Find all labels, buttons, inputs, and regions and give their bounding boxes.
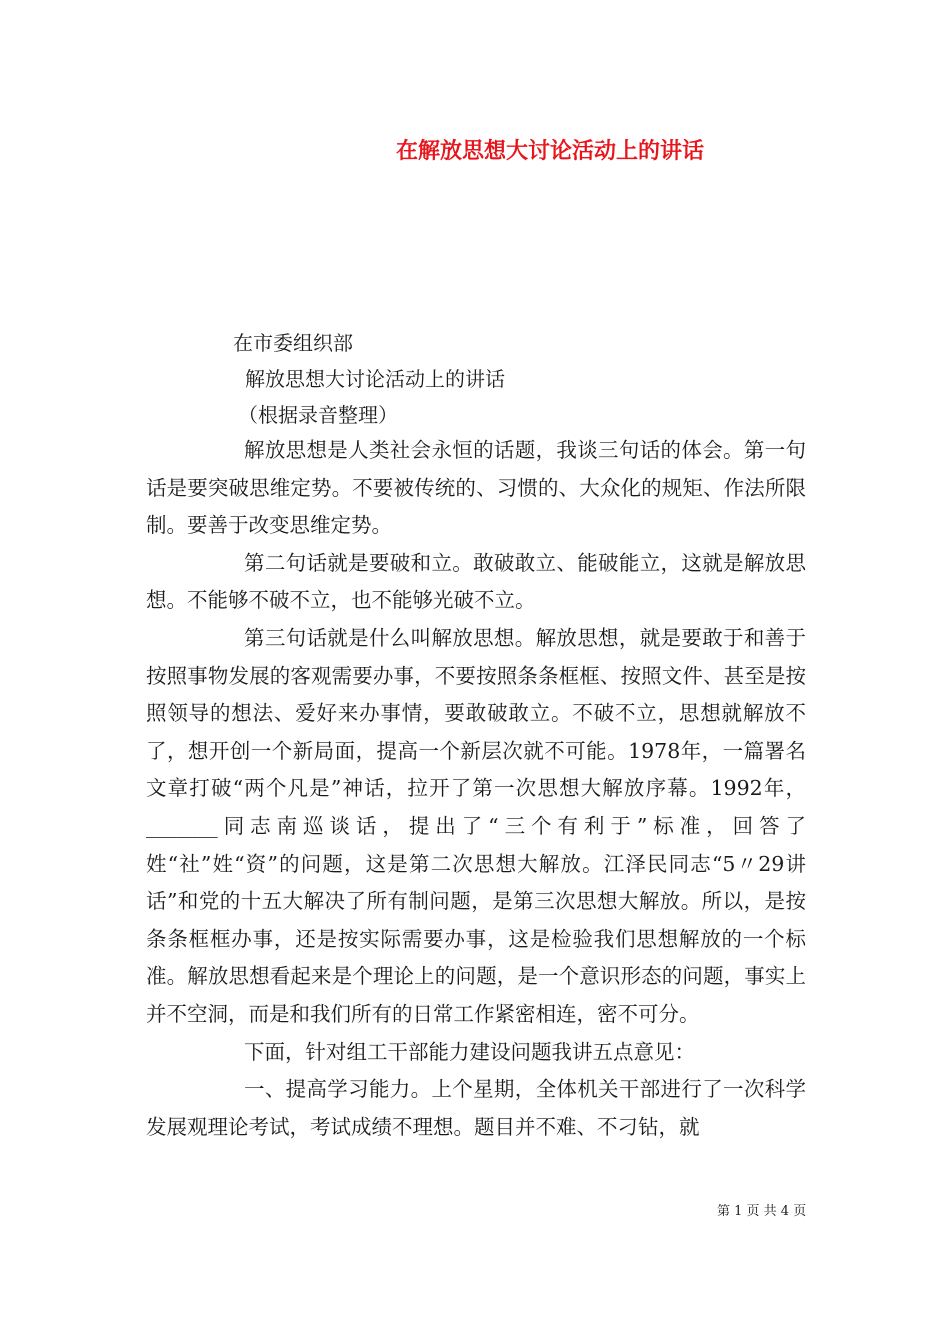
paragraph: 解放思想是人类社会永恒的话题，我谈三句话的体会。第一句话是要突破思维定势。不要被传统的、习惯的、大众化的规矩、作法所限制。要善于改变思维定势。 — [146, 438, 806, 538]
header-line-subject: 解放思想大讨论活动上的讲话 — [245, 367, 505, 391]
header-line-organization: 在市委组织部 — [233, 331, 353, 355]
paragraph: 第三句话就是什么叫解放思想。解放思想，就是要敢于和善于按照事物发展的客观需要办事，不要按照条条框框、按照文件、甚至是按照领导的想法、爱好来办事情，要敢破敢立。不破不立，思想就解放不了，想开创一个新局面，提高一个新层次就不可能。1978年，一篇署名文章打破“两个凡是”神话，拉开了第一次思想大解放序幕。1992年，_______同志南巡谈话，提出了“三个有利于”标准，回答了姓“社”姓“资”的问题，这是第二次思想大解放。江泽民同志“5〃29讲话”和党的十五大解决了所有制问题，是第三次思想大解放。所以，是按条条框框办事，还是按实际需要办事，这是检验我们思想解放的一个标准。解放思想看起来是个理论上的问题，是一个意识形态的问题，事实上并不空洞，而是和我们所有的日常工作紧密相连，密不可分。 — [146, 625, 806, 1026]
paragraph: 一、提高学习能力。上个星期，全体机关干部进行了一次科学发展观理论考试，考试成绩不理想。题目并不难、不刁钻，就 — [146, 1077, 806, 1139]
document-title: 在解放思想大讨论活动上的讲话 — [395, 139, 704, 164]
paragraph: 下面，针对组工干部能力建设问题我讲五点意见： — [244, 1039, 695, 1064]
document-body — [146, 432, 806, 1146]
page-number: 第 1 页 共 4 页 — [717, 1204, 807, 1219]
header-line-note: （根据录音整理） — [238, 403, 398, 427]
paragraph: 第二句话就是要破和立。敢破敢立、能破能立，这就是解放思想。不能够不破不立，也不能够光破不立。 — [146, 550, 806, 613]
